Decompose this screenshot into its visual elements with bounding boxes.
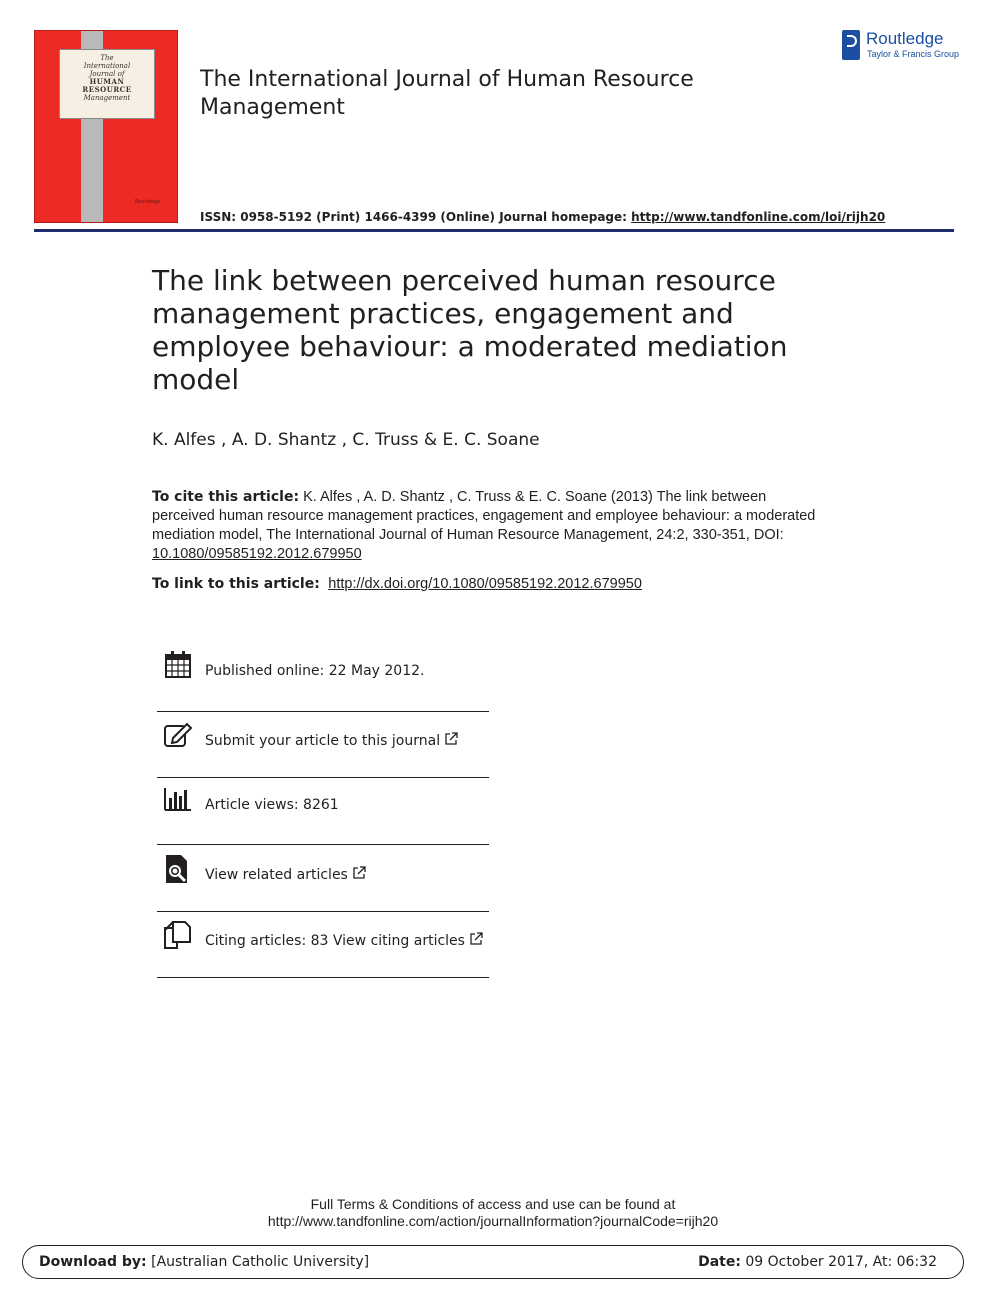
external-link-icon [444, 732, 458, 746]
routledge-logo-icon [842, 30, 860, 60]
issn-text: ISSN: 0958-5192 (Print) 1466-4399 (Online) Journal homepage: [200, 210, 632, 224]
row-divider [157, 977, 489, 978]
journal-homepage-link[interactable]: http://www.tandfonline.com/loi/rijh20 [631, 210, 886, 224]
submit-link[interactable] [205, 708, 458, 774]
date-value: 09 October 2017, At: 06:32 [745, 1254, 937, 1270]
related-row[interactable] [157, 842, 489, 908]
submit-row[interactable] [157, 708, 489, 774]
download-info-bar [22, 1245, 964, 1279]
citing-label: Citing articles: 83 View citing articles [205, 933, 465, 949]
published-date: Published online: 22 May 2012. [205, 663, 425, 679]
article-authors: K. Alfes , A. D. Shantz , C. Truss & E. C. Soane [152, 430, 540, 450]
publisher-logo[interactable] [842, 30, 962, 64]
journal-title: The International Journal of Human Resource Management [200, 67, 694, 120]
terms-notice [0, 1196, 986, 1230]
cover-publisher-mark: Routledge [135, 199, 161, 205]
edit-icon [163, 720, 193, 750]
cover-line: The [100, 54, 114, 62]
cover-line: International [83, 62, 131, 70]
calendar-icon [163, 650, 193, 680]
download-lead: Download by: [39, 1254, 147, 1270]
citing-row[interactable] [157, 908, 489, 974]
related-link[interactable] [205, 842, 366, 908]
header-divider [34, 229, 954, 232]
related-label: View related articles [205, 867, 348, 883]
date-lead: Date: [698, 1254, 741, 1270]
doi-link[interactable]: 10.1080/09585192.2012.679950 [152, 546, 362, 562]
download-date [698, 1246, 937, 1278]
cover-line: RESOURCE [82, 85, 132, 94]
citation-text: K. Alfes , A. D. Shantz , C. Truss & E. C. Soane (2013) The link between perceived human resource management practices, engagement and employee behaviour: a moderated mediation model, The International Journal of Human Resource Management, 24:2, 330-351, DOI: [152, 489, 816, 543]
citing-link[interactable] [205, 908, 483, 974]
published-row [157, 638, 489, 704]
publisher-group: Taylor & Francis Group [867, 49, 960, 59]
citation-block [152, 488, 832, 564]
link-line [152, 576, 642, 592]
external-link-icon [469, 932, 483, 946]
submit-label: Submit your article to this journal [205, 733, 441, 749]
download-institution: [Australian Catholic University] [151, 1254, 370, 1270]
citing-documents-icon [163, 920, 193, 950]
terms-line: Full Terms & Conditions of access and use can be found at [310, 1196, 676, 1212]
issn-line [200, 210, 885, 224]
terms-url[interactable]: http://www.tandfonline.com/action/journalInformation?journalCode=rijh20 [267, 1213, 719, 1229]
citation-lead: To cite this article: [152, 489, 300, 505]
publisher-name: Routledge [866, 29, 944, 48]
cover-line: HUMAN [89, 77, 125, 86]
article-views: Article views: 8261 [205, 797, 339, 813]
bar-chart-icon [163, 784, 193, 814]
views-row [157, 772, 489, 838]
search-document-icon [163, 854, 193, 884]
cover-label [59, 49, 155, 119]
article-title: The link between perceived human resource management practices, engagement and employee behaviour: a moderated mediation model [152, 264, 788, 396]
journal-cover [34, 30, 178, 223]
cover-line: Management [83, 94, 131, 102]
external-link-icon [352, 866, 366, 880]
article-url-link[interactable]: http://dx.doi.org/10.1080/09585192.2012.679950 [328, 576, 642, 592]
download-by [39, 1246, 369, 1278]
link-lead: To link to this article: [152, 576, 320, 592]
cover-line: Journal of [89, 70, 125, 78]
